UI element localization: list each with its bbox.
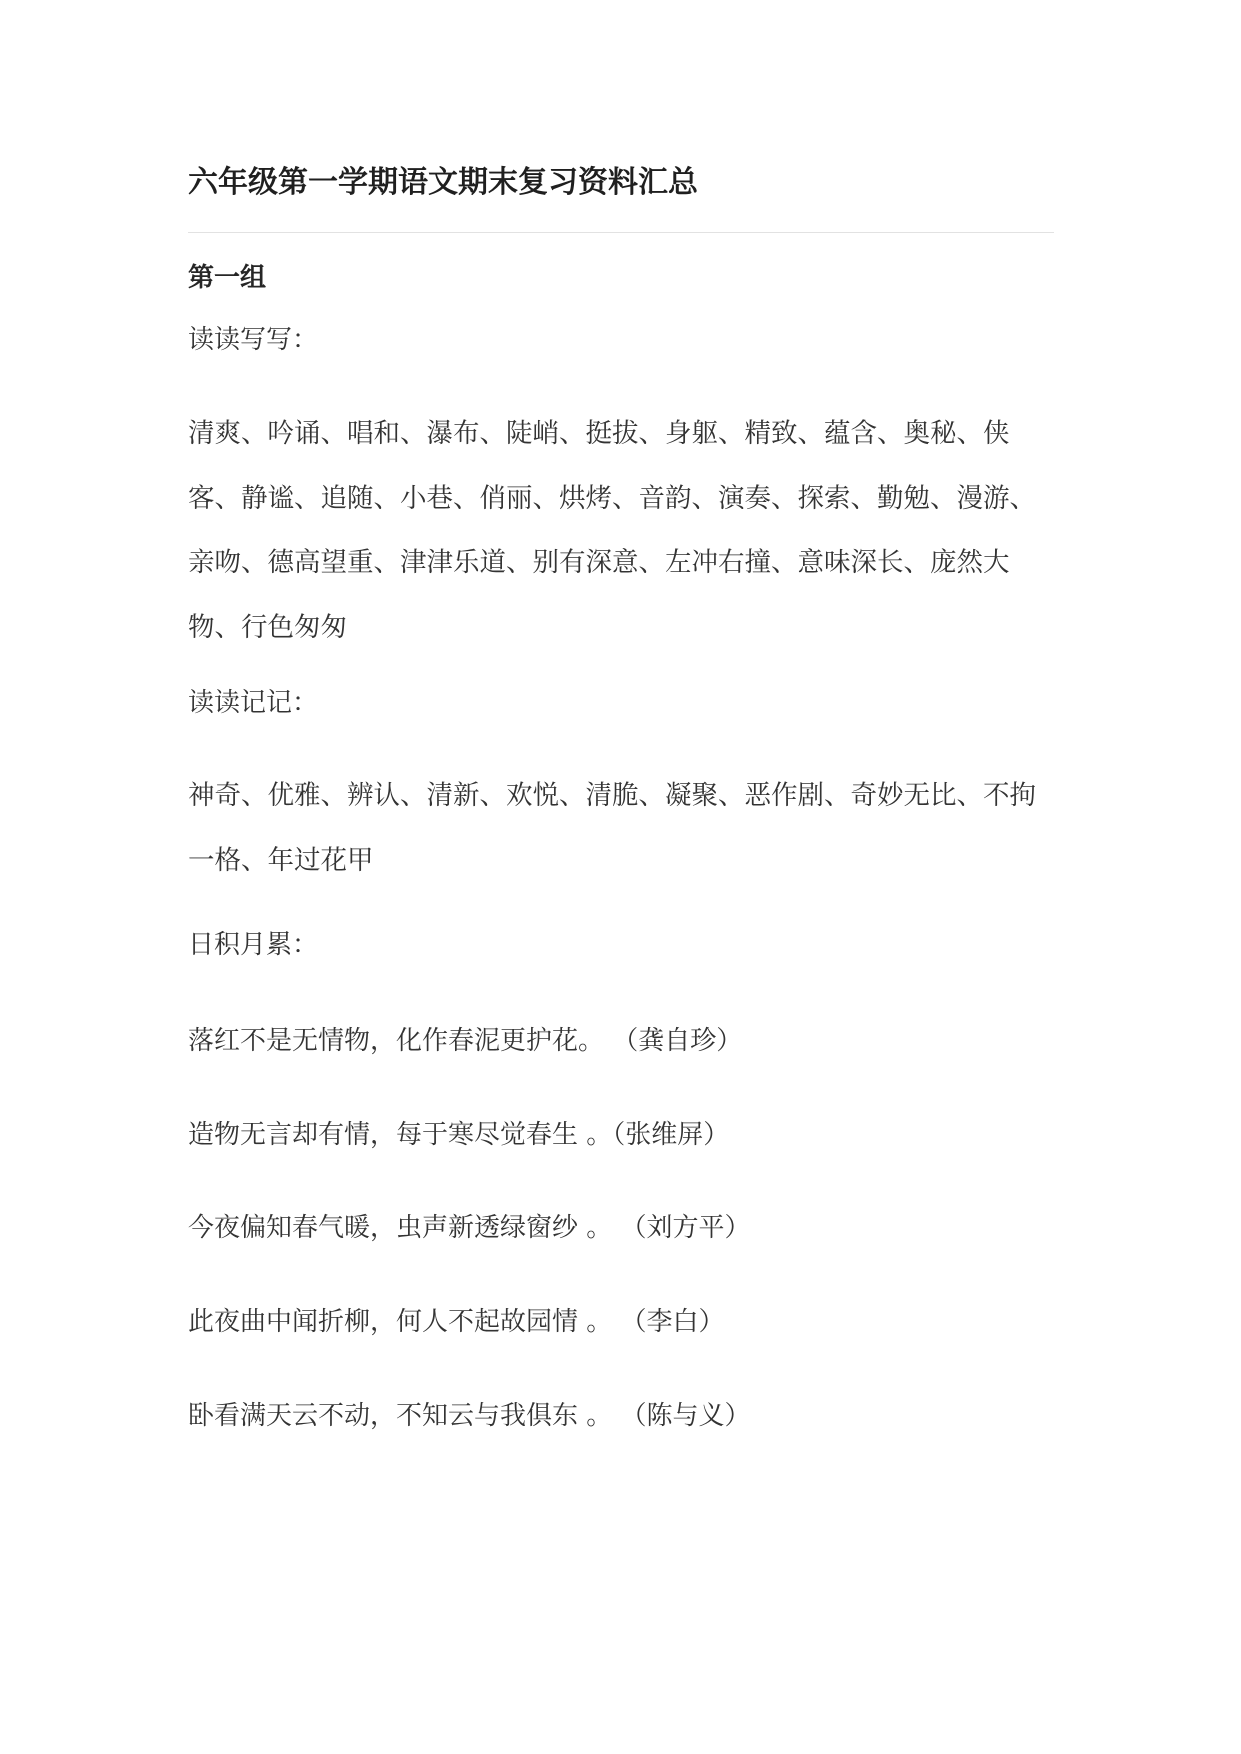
title-divider [188,232,1054,233]
quote-line-5: 卧看满天云不动，不知云与我俱东 。 （陈与义） [188,1401,751,1431]
read-remember-label: 读读记记： [188,688,319,718]
read-write-words: 清爽、吟诵、唱和、瀑布、陡峭、挺拔、身躯、精致、蕴含、奥秘、侠客、静谧、追随、小巷、俏丽、烘烤、音韵、演奏、探索、勤勉、漫游、亲吻、德高望重、津津乐道、别有深意、左冲右撞、意味深长、庞然大物、行色匆匆 [188,418,1036,643]
quote-line-3: 今夜偏知春气暖，虫声新透绿窗纱 。 （刘方平） [188,1213,751,1243]
quote-line-1: 落红不是无情物，化作春泥更护花。 （龚自珍） [188,1026,743,1056]
document-title: 六年级第一学期语文期末复习资料汇总 [188,165,698,200]
read-remember-words: 神奇、优雅、辨认、清新、欢悦、清脆、凝聚、恶作剧、奇妙无比、不拘一格、年过花甲 [188,780,1036,876]
group-heading: 第一组 [188,263,267,293]
daily-accumulation-label: 日积月累： [188,930,319,960]
read-write-label: 读读写写： [188,325,319,355]
quote-line-4: 此夜曲中闻折柳，何人不起故园情 。 （李白） [188,1307,725,1337]
quote-line-2: 造物无言却有情，每于寒尽觉春生 。（张维屏） [188,1120,730,1150]
